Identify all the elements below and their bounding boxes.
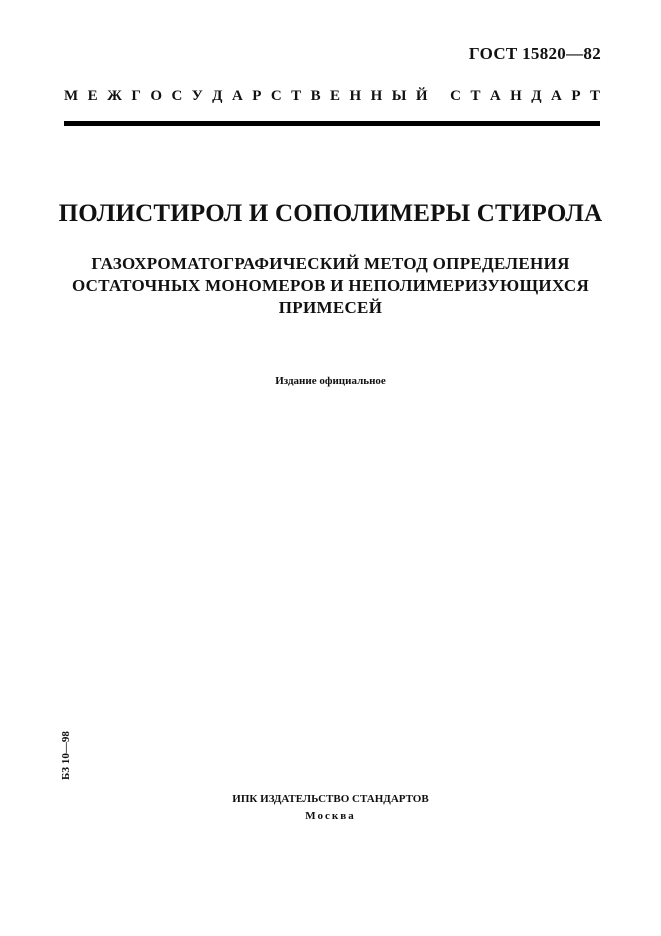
heading-letter: Е: [330, 88, 341, 104]
heading-letter: В: [310, 88, 321, 104]
heading-letter: С: [270, 88, 282, 104]
heading-letter: Т: [589, 88, 600, 104]
heading-letter: Д: [212, 88, 223, 104]
heading-letter: Ы: [391, 88, 407, 104]
heading-letter: А: [231, 88, 243, 104]
heading-letter: У: [191, 88, 203, 104]
heading-letter: Н: [510, 88, 522, 104]
heading-letter: М: [64, 88, 79, 104]
interstate-standard-heading: [64, 88, 600, 105]
publisher-city: Москва: [305, 810, 356, 822]
document-subtitle: [0, 253, 661, 319]
heading-letter: С: [171, 88, 183, 104]
edition-note: Издание официальное: [275, 375, 386, 387]
subtitle-line: ГАЗОХРОМАТОГРАФИЧЕСКИЙ МЕТОД ОПРЕДЕЛЕНИЯ: [91, 254, 570, 273]
standard-number: ГОСТ 15820—82: [468, 44, 601, 63]
heading-letter: Г: [131, 88, 141, 104]
side-code: БЗ 10—98: [60, 731, 72, 780]
header-rule: [64, 121, 600, 126]
heading-letter: Д: [531, 88, 542, 104]
heading-letter: Т: [291, 88, 302, 104]
heading-letter: Р: [571, 88, 581, 104]
subtitle-line: ПРИМЕСЕЙ: [278, 298, 383, 317]
heading-letter: О: [150, 88, 162, 104]
heading-letter: С: [450, 88, 461, 104]
heading-letter: А: [489, 88, 501, 104]
heading-letter: Н: [349, 88, 362, 104]
heading-letter: Н: [370, 88, 383, 104]
heading-letter: Р: [252, 88, 262, 104]
heading-letter: Е: [87, 88, 98, 104]
heading-letter: А: [551, 88, 562, 104]
heading-letter: [437, 88, 441, 105]
heading-letter: Й: [415, 88, 428, 104]
document-title: ПОЛИСТИРОЛ И СОПОЛИМЕРЫ СТИРОЛА: [58, 200, 603, 227]
heading-letter: Ж: [107, 88, 122, 104]
subtitle-line: ОСТАТОЧНЫХ МОНОМЕРОВ И НЕПОЛИМЕРИЗУЮЩИХСЯ: [71, 276, 590, 295]
publisher-name: ИПК ИЗДАТЕЛЬСТВО СТАНДАРТОВ: [232, 793, 429, 805]
heading-letter: Т: [470, 88, 481, 104]
